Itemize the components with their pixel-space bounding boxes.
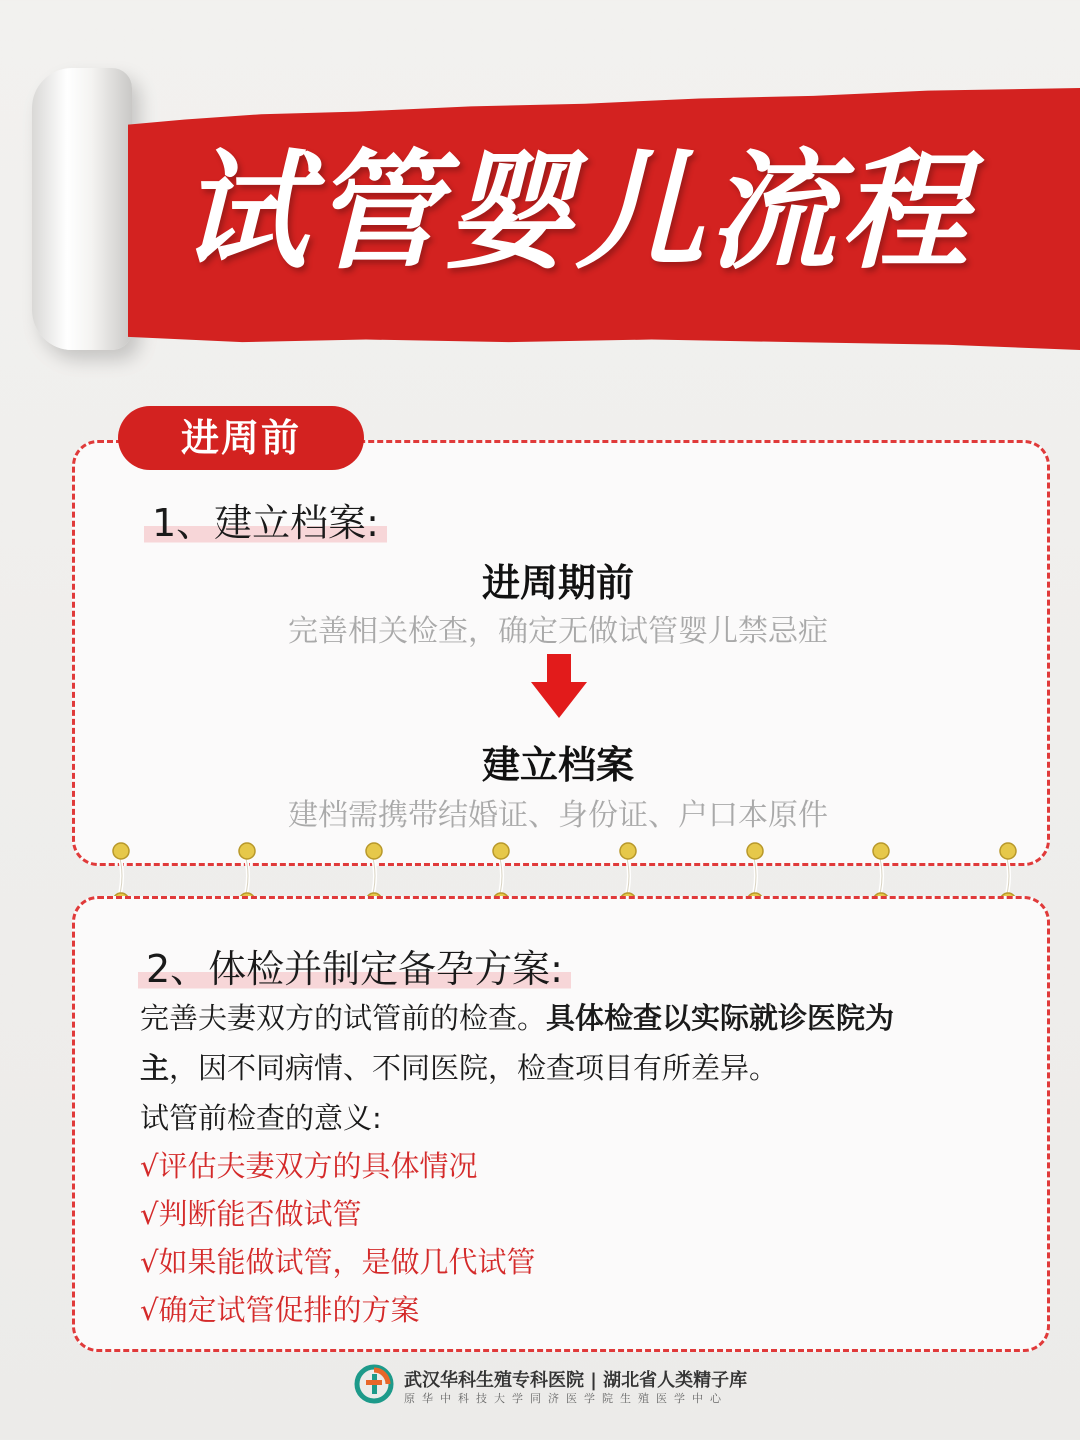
- meaning-label: 试管前检查的意义:: [140, 1101, 382, 1135]
- point-item: √判断能否做试管: [140, 1197, 362, 1231]
- down-arrow-icon: [531, 654, 587, 718]
- point-item: √确定试管促排的方案: [140, 1293, 420, 1327]
- paper-roll-decoration: [32, 68, 132, 350]
- step2-title: 建立档案: [481, 743, 634, 787]
- step2-description: 建档需携带结婚证、身份证、户口本原件: [288, 798, 828, 833]
- step1-title: 进周期前: [481, 561, 634, 605]
- section1-heading: 1、建立档案:: [144, 492, 387, 547]
- page-title: 试管婴儿流程: [180, 138, 973, 287]
- footer-subtitle: 原华中科技大学同济医学院生殖医学中心: [404, 1392, 728, 1405]
- section-tag: 进周前: [118, 406, 364, 470]
- para-bold-text-2: 主: [140, 1051, 170, 1085]
- para-normal-text-2: ，因不同病情、不同医院，检查项目有所差异。: [169, 1051, 779, 1085]
- section2-heading: 2、体检并制定备孕方案:: [138, 938, 571, 993]
- hospital-logo-icon: [354, 1364, 398, 1404]
- paragraph-line-1: [140, 996, 894, 1037]
- point-item: √评估夫妻双方的具体情况: [140, 1149, 478, 1183]
- step1-description: 完善相关检查，确定无做试管婴儿禁忌症: [288, 614, 828, 649]
- point-item: √如果能做试管，是做几代试管: [140, 1245, 536, 1279]
- para-bold-text: 具体检查以实际就诊医院为: [546, 1001, 895, 1035]
- para-normal-text: 完善夫妻双方的试管前的检查。: [140, 1001, 547, 1035]
- paragraph-line-2: [140, 1046, 778, 1087]
- footer-organizations: 武汉华科生殖专科医院 | 湖北省人类精子库: [404, 1370, 748, 1391]
